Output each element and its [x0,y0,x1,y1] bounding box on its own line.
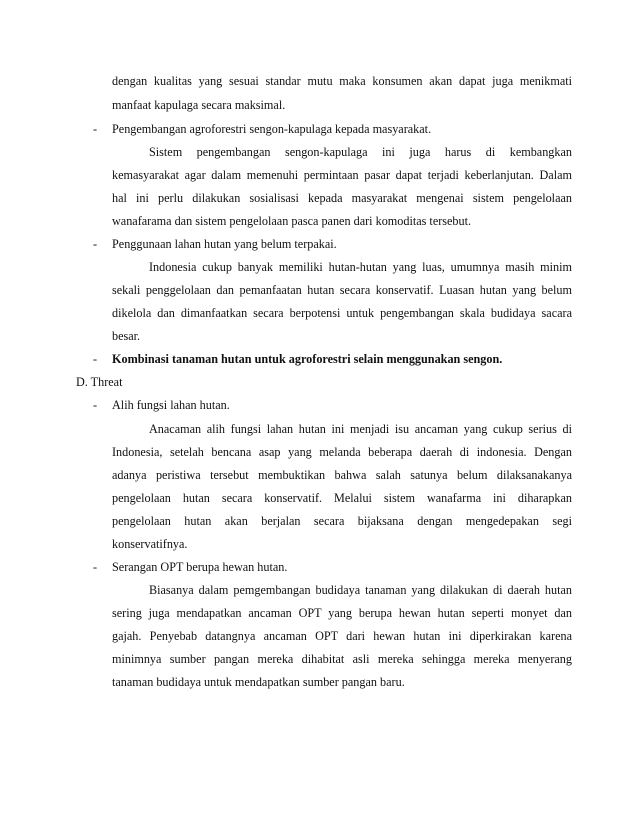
bullet-title: Alih fungsi lahan hutan. [112,398,230,412]
paragraph-line: besar. [112,329,141,343]
paragraph-line: adanya peristiwa tersebut membuktikan bahwa salah satunya belum dilaksanakanya [112,468,572,482]
paragraph-line: Sistem pengembangan sengon-kapulaga ini juga harus di kembangkan [149,145,572,159]
paragraph-line: konservatifnya. [112,537,188,551]
paragraph-line: hal ini perlu dilakukan sosialisasi kepada masyarakat mengenai sistem pengelolaan [112,191,572,205]
paragraph-line: Indonesia, setelah bencana asap yang melanda beberapa daerah di indonesia. Dengan [112,445,572,459]
paragraph-line: wanafarama dan sistem pengelolaan pasca panen dari komoditas tersebut. [112,214,472,228]
paragraph-line: manfaat kapulaga secara maksimal. [112,98,286,112]
bullet-title: Serangan OPT berupa hewan hutan. [112,560,288,574]
paragraph-line: gajah. Penyebab datangnya ancaman OPT dari hewan hutan ini diperkirakan karena [112,629,572,643]
paragraph-line: dengan kualitas yang sesuai standar mutu maka konsumen akan dapat juga menikmati [112,74,572,88]
bullet-dash: - [93,352,98,366]
paragraph-line: Anacaman alih fungsi lahan hutan ini menjadi isu ancaman yang cukup serius di [149,422,572,436]
section-heading: D. Threat [76,375,123,389]
bullet-dash: - [93,560,98,574]
paragraph-line: kemasyarakat agar dalam memenuhi permintaan pasar dapat terjadi keberlanjutan. Dalam [112,168,572,182]
bullet-dash: - [93,237,98,251]
bullet-dash: - [93,398,98,412]
paragraph-line: pengelolaan hutan akan berjalan secara bijaksana dengan mengedepakan segi [112,514,572,528]
paragraph-line: tanaman budidaya untuk mendapatkan sumber pangan baru. [112,675,405,689]
paragraph-line: sering juga mendapatkan ancaman OPT yang berupa hewan hutan seperti monyet dan [112,606,572,620]
bullet-title: Pengembangan agroforestri sengon-kapulaga kepada masyarakat. [112,122,432,136]
paragraph-line: Indonesia cukup banyak memiliki hutan-hutan yang luas, umumnya masih minim [149,260,572,274]
paragraph-line: pengelolaan hutan secara konservatif. Melalui sistem wanafarma ini diharapkan [112,491,572,505]
bullet-dash: - [93,122,98,136]
paragraph-line: sekali penggelolaan dan pemanfaatan hutan secara konservatif. Luasan hutan yang belum [112,283,572,297]
paragraph-line: dikelola dan dimanfaatkan secara berpotensi untuk pengembangan skala budidaya sacara [112,306,572,320]
paragraph-line: minimnya sumber pangan mereka dihabitat asli mereka sehingga mereka menyerang [112,652,572,666]
bullet-title: Penggunaan lahan hutan yang belum terpakai. [112,237,337,251]
bullet-title: Kombinasi tanaman hutan untuk agroforestri selain menggunakan sengon. [112,352,503,366]
paragraph-line: Biasanya dalam pemgembangan budidaya tanaman yang dilakukan di daerah hutan [149,583,572,597]
